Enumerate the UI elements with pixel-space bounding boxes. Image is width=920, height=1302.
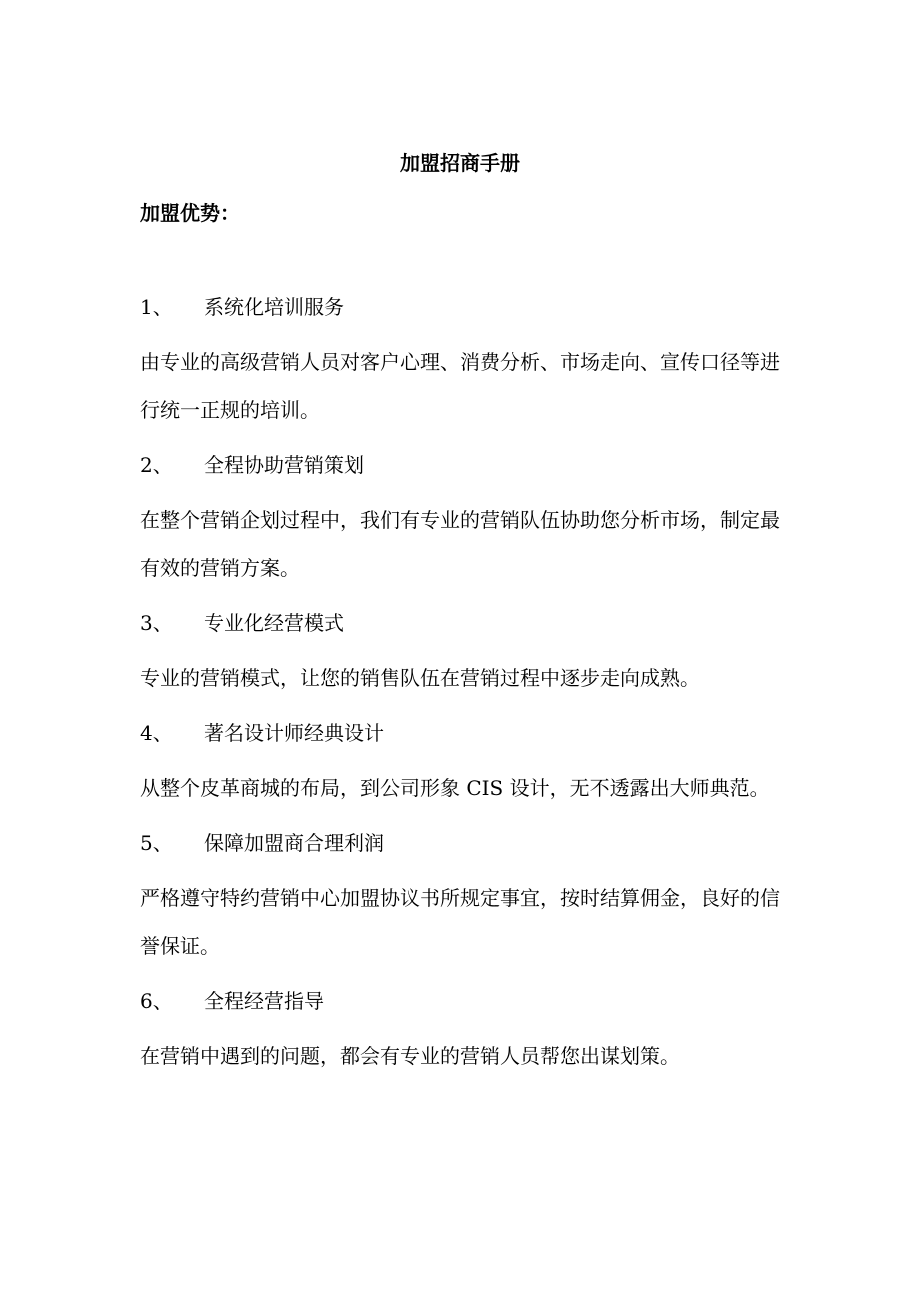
document-title: 加盟招商手册 xyxy=(400,151,520,175)
section-heading: 加盟优势： xyxy=(140,201,240,225)
list-item-heading xyxy=(140,716,790,750)
item-body: 由专业的高级营销人员对客户心理、消费分析、市场走向、宣传口径等进行统一正规的培训。 xyxy=(140,350,780,422)
item-body: 严格遵守特约营销中心加盟协议书所规定事宜，按时结算佣金，良好的信誉保证。 xyxy=(140,886,780,958)
advantage-list xyxy=(140,290,790,1094)
item-number: 4、 xyxy=(140,721,173,745)
item-number: 3、 xyxy=(140,611,173,635)
item-body: 从整个皮革商城的布局，到公司形象 CIS 设计，无不透露出大师典范。 xyxy=(140,776,770,800)
item-title: 全程协助营销策划 xyxy=(204,453,364,477)
item-title: 著名设计师经典设计 xyxy=(204,721,384,745)
item-body: 在营销中遇到的问题，都会有专业的营销人员帮您出谋划策。 xyxy=(140,1044,680,1068)
list-item-heading xyxy=(140,606,790,640)
item-number: 1、 xyxy=(140,295,173,319)
item-number: 6、 xyxy=(140,989,173,1013)
item-title: 系统化培训服务 xyxy=(204,295,344,319)
list-item-heading xyxy=(140,984,790,1018)
item-title: 专业化经营模式 xyxy=(204,611,344,635)
item-title: 保障加盟商合理利润 xyxy=(204,831,384,855)
item-number: 5、 xyxy=(140,831,173,855)
list-item-heading xyxy=(140,290,790,324)
item-title: 全程经营指导 xyxy=(204,989,324,1013)
item-body: 专业的营销模式，让您的销售队伍在营销过程中逐步走向成熟。 xyxy=(140,666,700,690)
list-item-heading xyxy=(140,448,790,482)
list-item-heading xyxy=(140,826,790,860)
item-number: 2、 xyxy=(140,453,173,477)
item-body: 在整个营销企划过程中，我们有专业的营销队伍协助您分析市场，制定最有效的营销方案。 xyxy=(140,508,780,580)
